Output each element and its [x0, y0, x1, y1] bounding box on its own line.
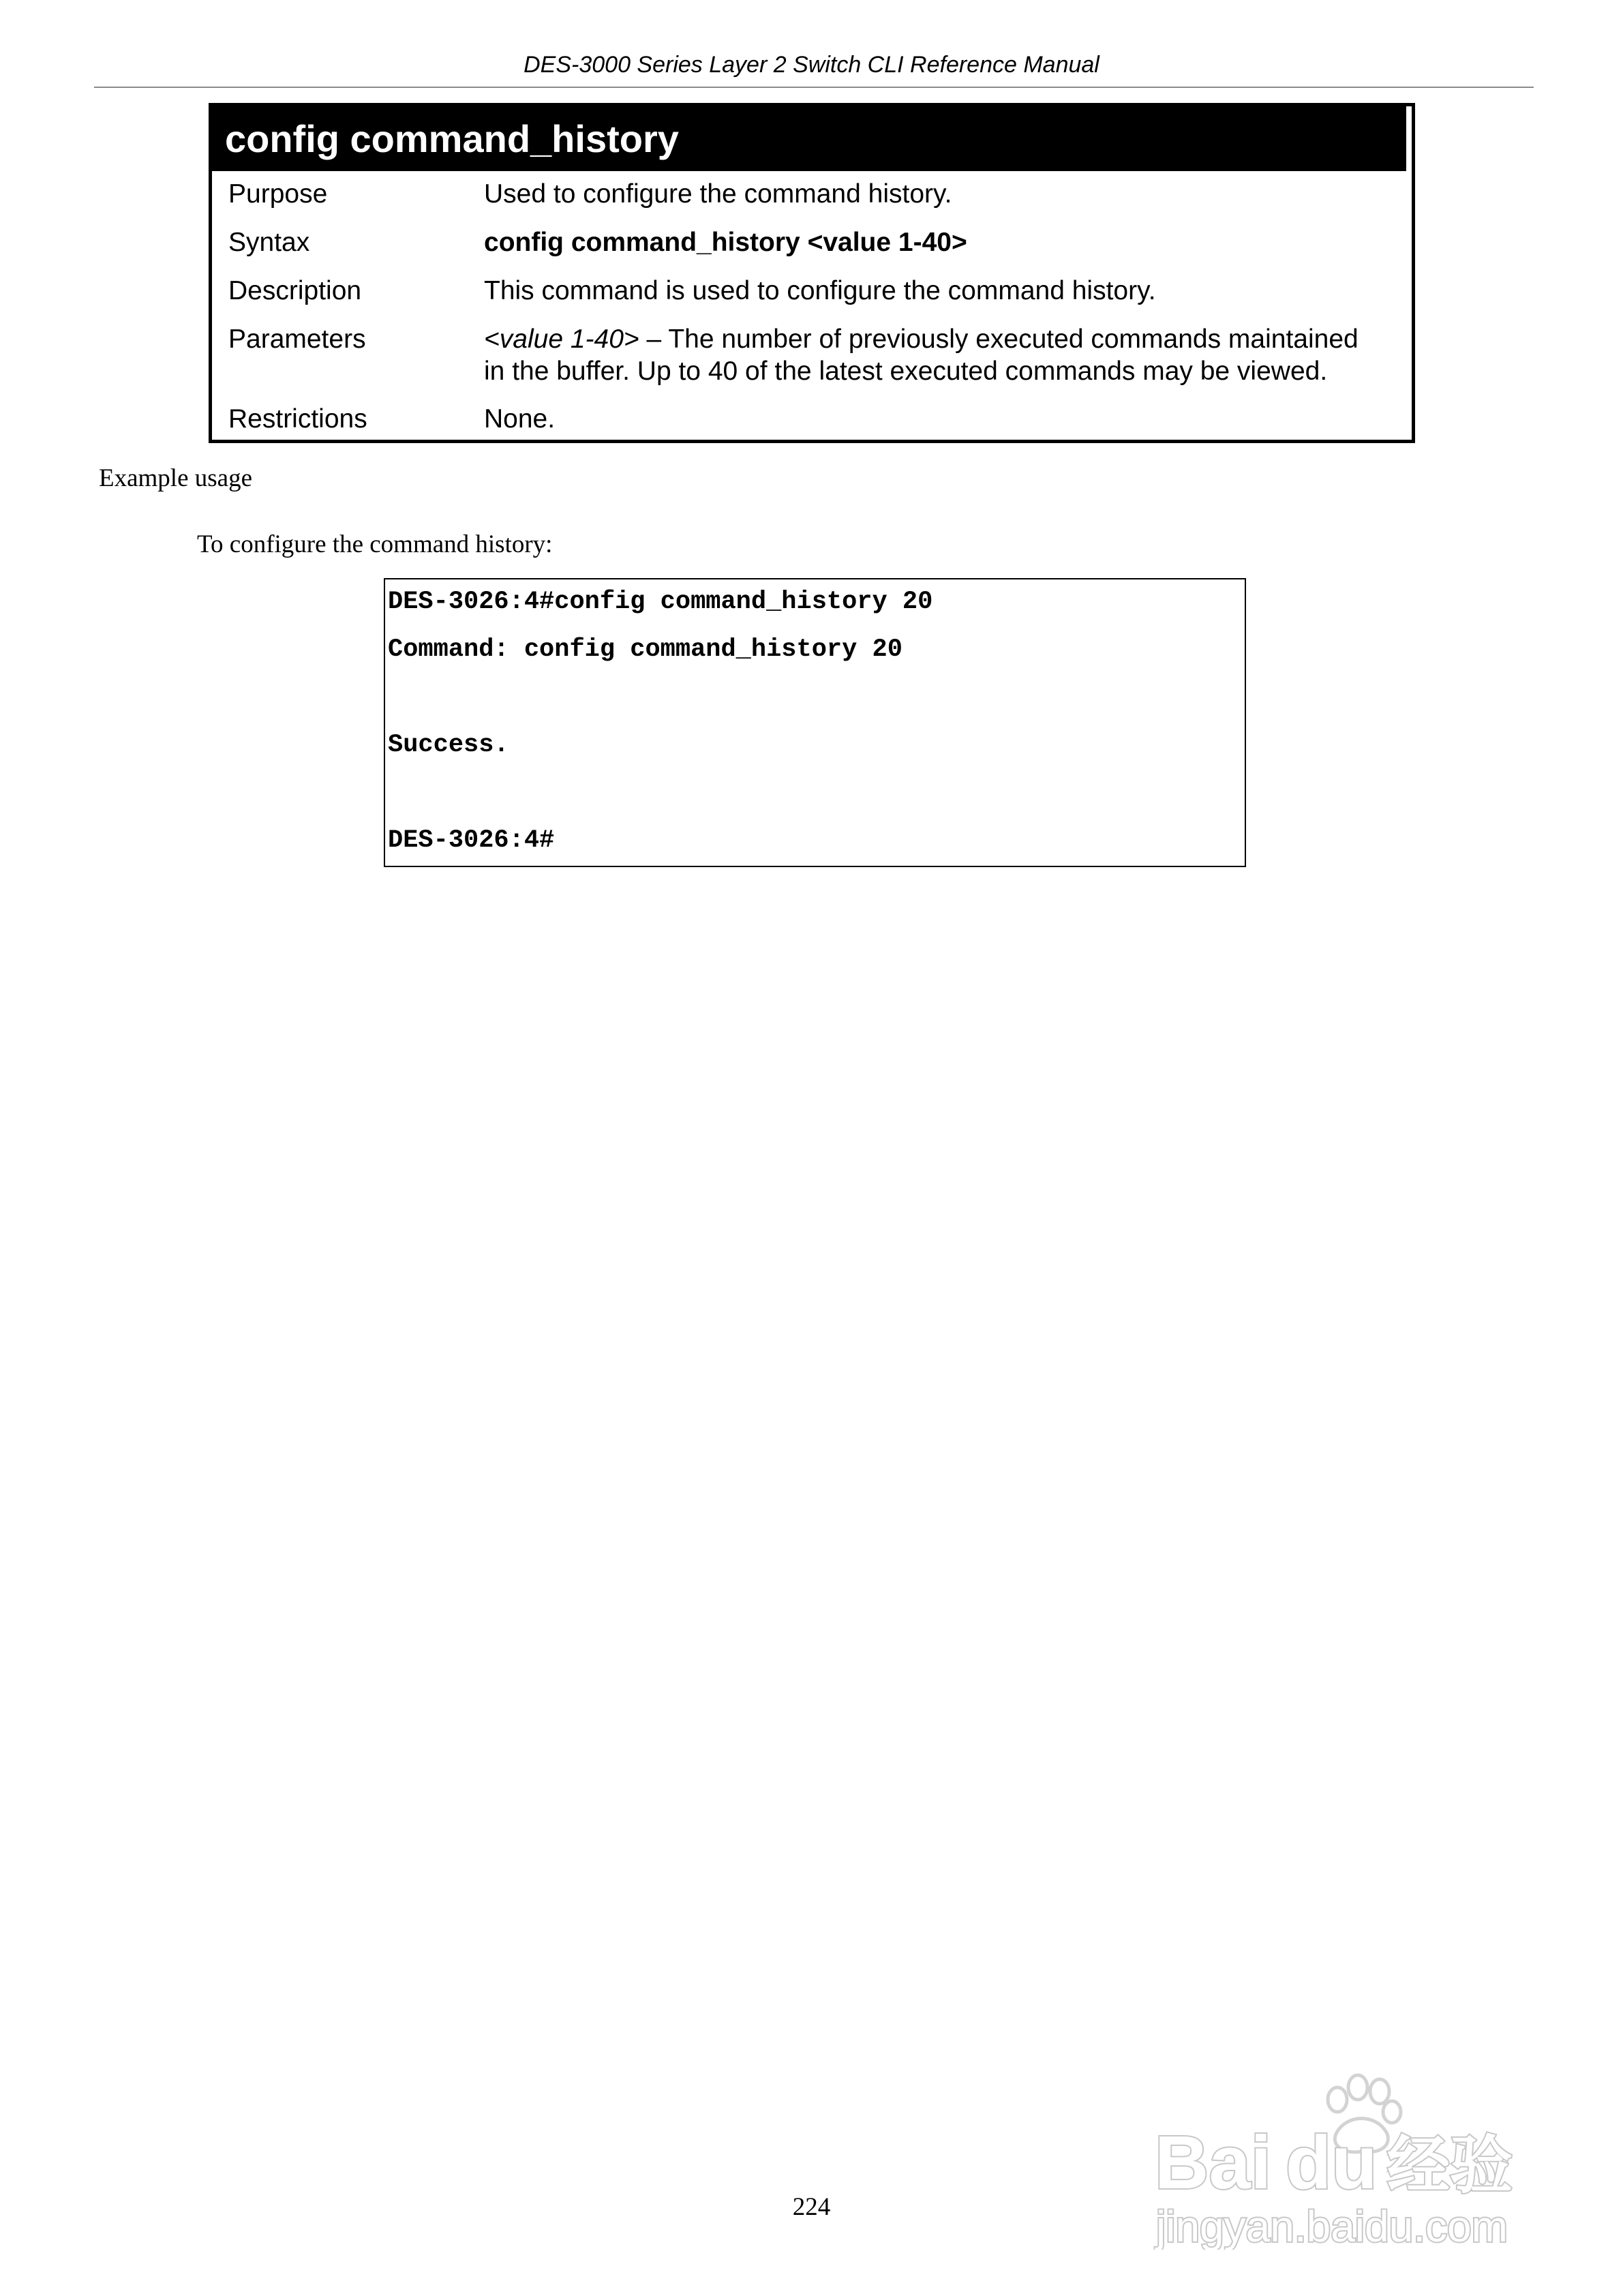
row-value: Used to configure the command history.: [484, 179, 952, 209]
row-label: Restrictions: [228, 404, 367, 434]
example-intro-text: To configure the command history:: [197, 530, 553, 558]
header-rule: [94, 87, 1534, 88]
page-number: 224: [792, 2193, 831, 2221]
console-line: Success.: [388, 731, 509, 759]
baidu-jingyan-watermark-logo: [1152, 2059, 1534, 2250]
row-label: Description: [228, 276, 362, 305]
parameter-desc-line2: in the buffer. Up to 40 of the latest executed commands may be viewed.: [484, 357, 1328, 386]
example-usage-heading: Example usage: [99, 464, 252, 492]
row-label: Parameters: [228, 324, 366, 354]
syntax-value: config command_history <value 1-40>: [484, 228, 967, 257]
parameter-desc-line1: – The number of previously executed commands maintained: [639, 324, 1359, 354]
console-output: [384, 578, 1246, 867]
row-label: Purpose: [228, 179, 328, 209]
row-value: None.: [484, 404, 556, 434]
svg-text:经验: 经验: [1387, 2131, 1513, 2201]
row-value: This command is used to configure the command history.: [484, 276, 1156, 305]
svg-text:Bai: Bai: [1155, 2121, 1272, 2205]
row-label: Syntax: [228, 228, 310, 257]
svg-text:jingyan.baidu.com: jingyan.baidu.com: [1156, 2202, 1508, 2250]
console-line: Command: config command_history 20: [388, 635, 902, 664]
console-line: DES-3026:4#config command_history 20: [388, 588, 933, 616]
parameter-name: <value 1-40>: [484, 324, 639, 354]
svg-text:du: du: [1286, 2121, 1378, 2205]
command-reference-table: [209, 103, 1415, 443]
command-title: config command_history: [212, 106, 1412, 171]
running-header: DES-3000 Series Layer 2 Switch CLI Reference Manual: [524, 52, 1099, 78]
console-line: DES-3026:4#: [388, 826, 555, 855]
parameters-value: [484, 323, 1391, 387]
